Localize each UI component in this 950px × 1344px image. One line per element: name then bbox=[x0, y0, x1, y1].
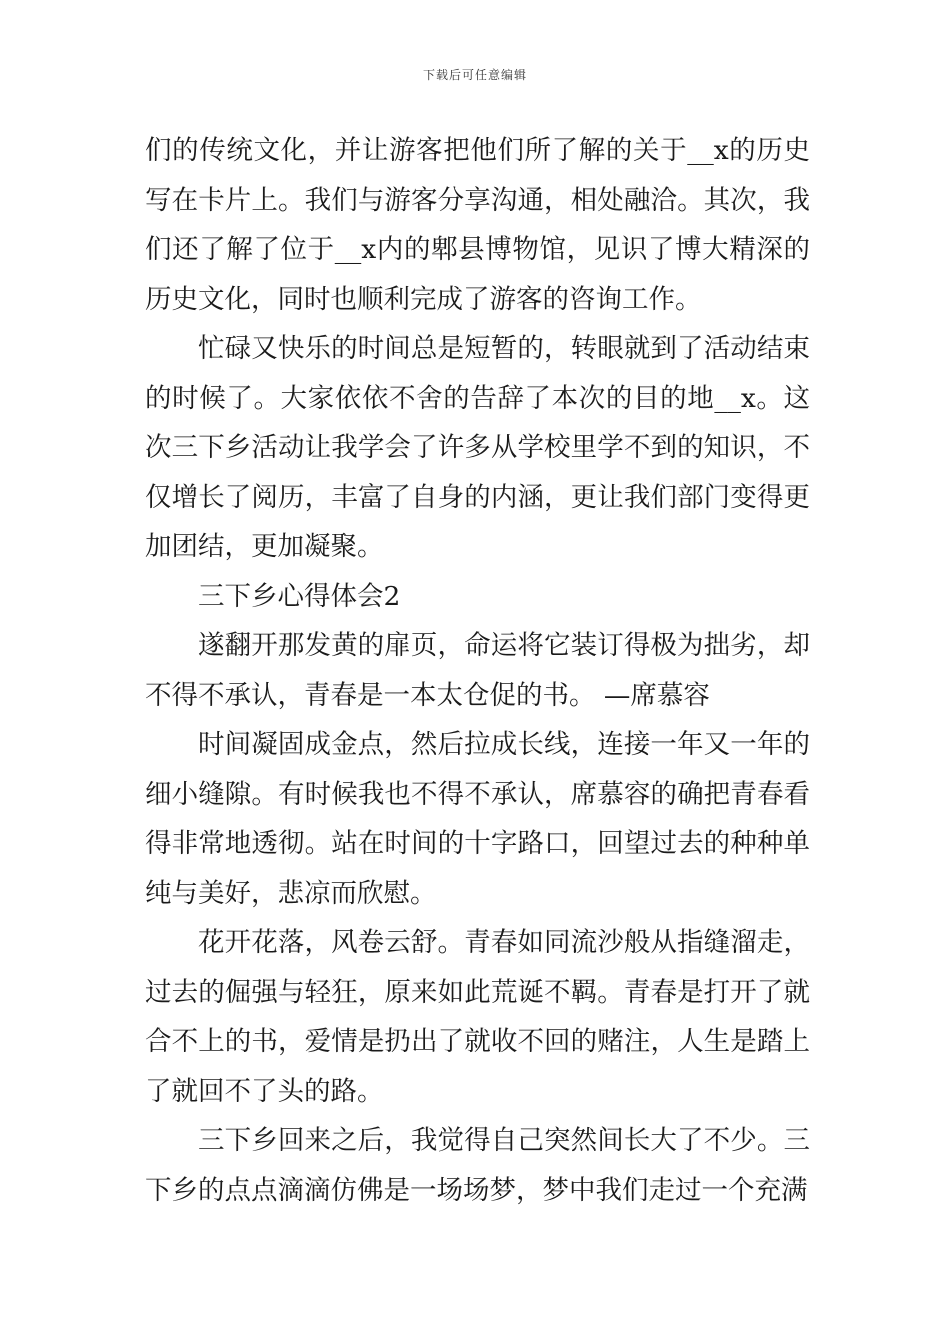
paragraph-3: 遂翻开那发黄的扉页，命运将它装订得极为拙劣，却不得不承认，青春是一本太仓促的书。 —席慕容 bbox=[145, 630, 810, 711]
paragraph-1: 们的传统文化，并让游客把他们所了解的关于__x的历史写在卡片上。我们与游客分享沟通，相处融洽。其次，我们还了解了位于__x内的郫县博物馆，见识了博大精深的历史文化，同时也顺利完成了游客的咨询工作。 bbox=[145, 135, 810, 315]
document-body bbox=[145, 126, 810, 1215]
section-heading: 三下乡心得体会2 bbox=[198, 580, 401, 612]
paragraph-5: 花开花落，风卷云舒。青春如同流沙般从指缝溜走，过去的倔强与轻狂，原来如此荒诞不羁。青春是打开了就合不上的书，爱情是扔出了就收不回的赌注，人生是踏上了就回不了头的路。 bbox=[145, 927, 810, 1107]
paragraph-4: 时间凝固成金点，然后拉成长线，连接一年又一年的细小缝隙。有时候我也不得不承认，席慕容的确把青春看得非常地透彻。站在时间的十字路口，回望过去的种种单纯与美好，悲凉而欣慰。 bbox=[145, 729, 810, 909]
page-header-note: 下载后可任意编辑 bbox=[422, 68, 527, 82]
paragraph-2: 忙碌又快乐的时间总是短暂的，转眼就到了活动结束的时候了。大家依依不舍的告辞了本次的目的地__x。这次三下乡活动让我学会了许多从学校里学不到的知识，不仅增长了阅历，丰富了自身的内涵，更让我们部门变得更加团结，更加凝聚。 bbox=[145, 333, 810, 562]
paragraph-6: 三下乡回来之后，我觉得自己突然间长大了不少。三下乡的点点滴滴仿佛是一场场梦，梦中我们走过一个充满 bbox=[145, 1125, 810, 1206]
